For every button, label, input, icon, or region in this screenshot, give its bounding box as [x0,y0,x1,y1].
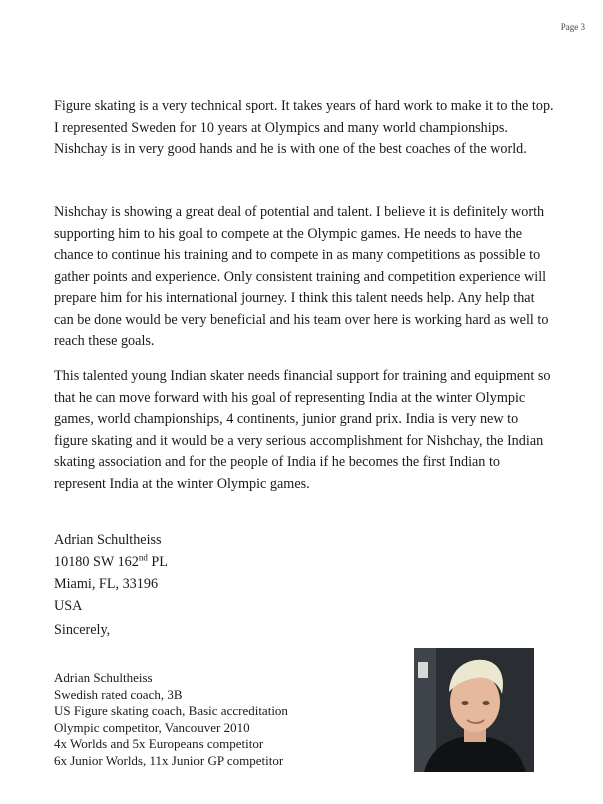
address-name: Adrian Schultheiss [54,532,162,548]
signature-name: Adrian Schultheiss [54,670,153,685]
paragraph-1: Figure skating is a very technical sport. It takes years of hard work to make it to the top. I represented Sweden for 10 years at Olympics and many world championships. Nishchay is in very good hands and he is with one of the best coaches of the world. [54,98,554,157]
coach-portrait-photo [414,648,534,772]
signature-line: Swedish rated coach, 3B [54,686,183,702]
signature-line: Olympic competitor, Vancouver 2010 [54,719,250,735]
address-block [54,529,168,617]
signature-line: 6x Junior Worlds, 11x Junior GP competitor [54,752,284,768]
paragraph-2: Nishchay is showing a great deal of potential and talent. I believe it is definitely worth supporting him to his goal to compete at the Olympic games. He needs to have the chance to continue his training and to compete in as many competitions as possible to gather points and experience. Only consistent training and competition experience will prepare him for his international journey. I think this talent needs help. Any help that can be done would be very beneficial and his team over here is working hard as well to reach these goals. [54,204,549,349]
signature-block [54,670,288,769]
closing: Sincerely, [54,622,111,638]
street-number: 10180 SW 162 [54,554,139,570]
page-number: Page 3 [560,22,585,32]
street-type: PL [147,554,168,570]
paragraph-3: This talented young Indian skater needs financial support for training and equipment so that he can move forward with his goal of representing India at the winter Olympic games, world championships, 4 continents, junior grand prix. India is very new to figure skating and it would be a very serious accomplishment for Nishchay, the Indian skating association and for the people of India if he becomes the first Indian to represent India at the winter Olympic games. [54,368,551,492]
street-ordinal: nd [138,552,148,563]
signature-line: 4x Worlds and 5x Europeans competitor [54,736,264,751]
address-city: Miami, FL, 33196 [54,576,159,592]
address-country: USA [54,598,83,614]
signature-line: US Figure skating coach, Basic accreditation [54,703,288,718]
address-street [54,551,168,573]
portrait-illustration [414,648,534,772]
